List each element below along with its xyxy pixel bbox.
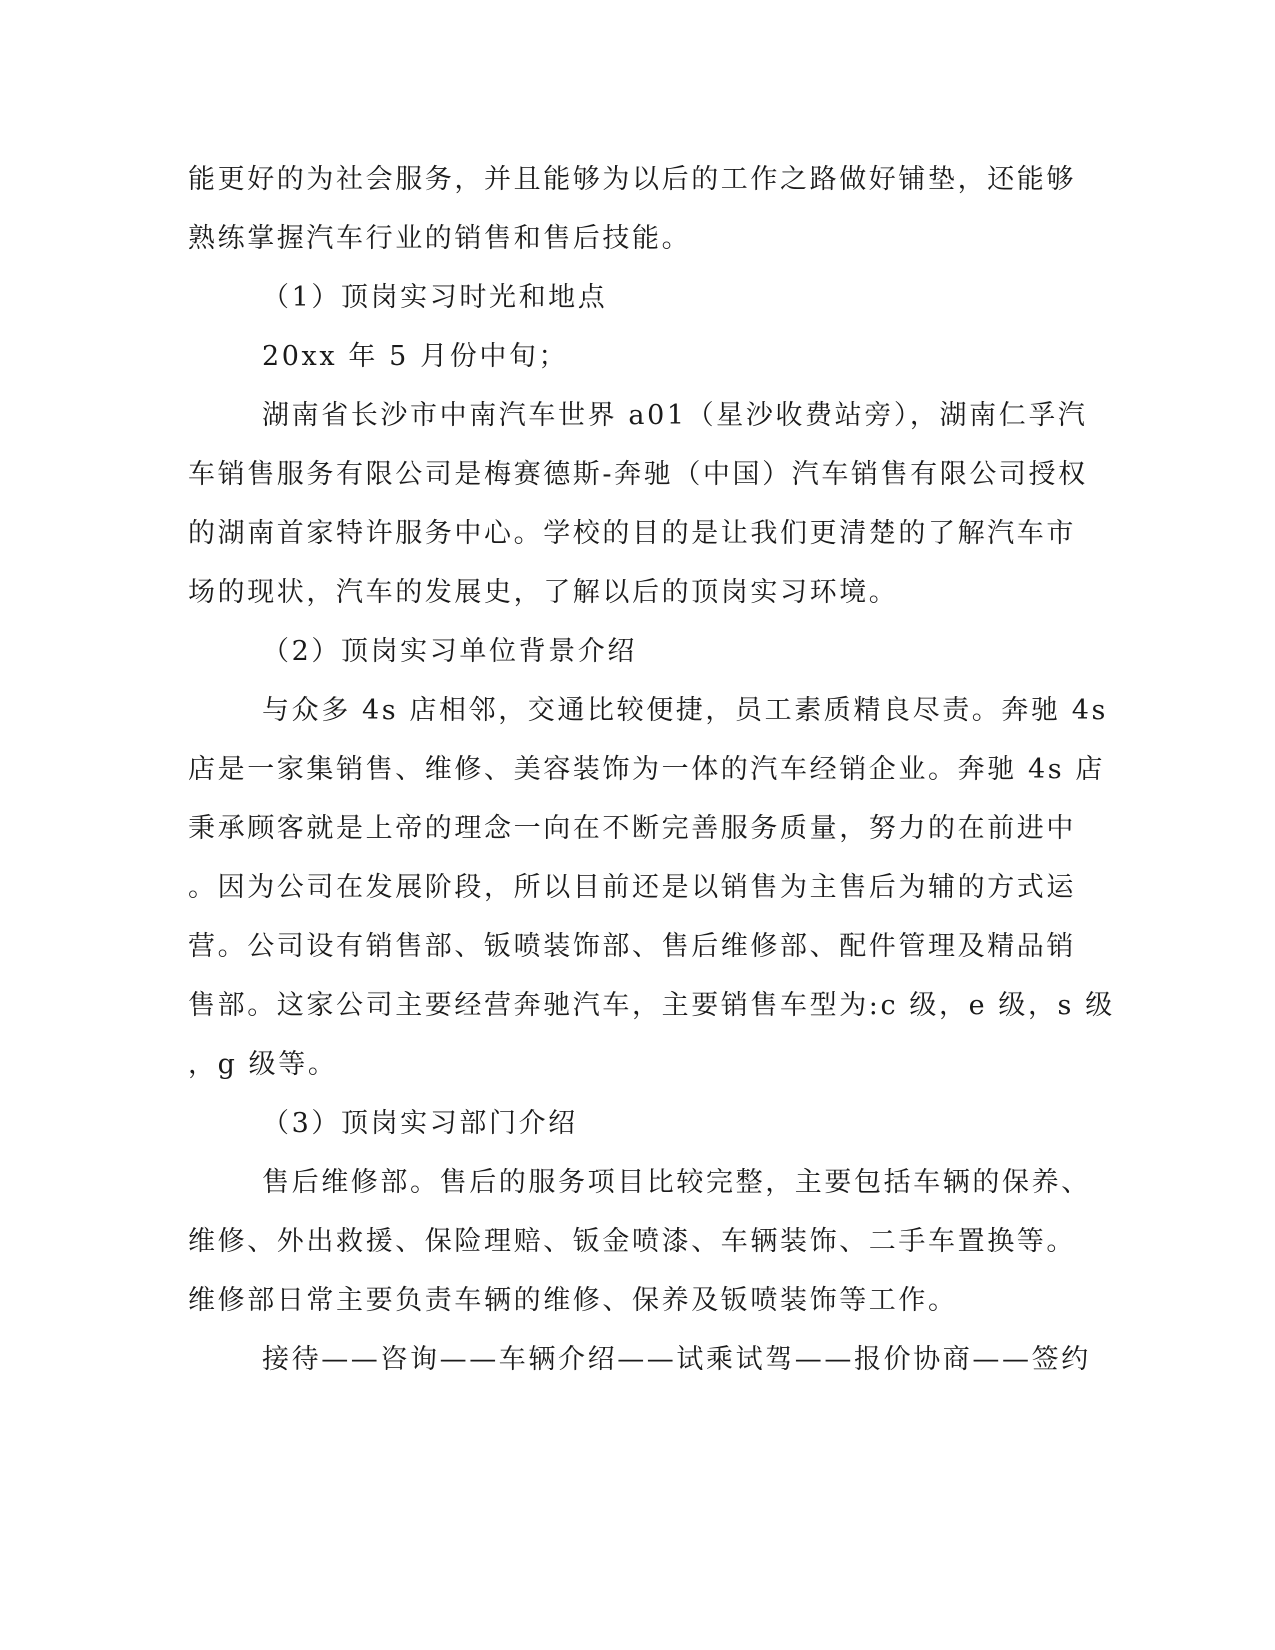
section-heading-3: （3）顶岗实习部门介绍 — [262, 1108, 578, 1139]
paragraph-line: 。因为公司在发展阶段，所以目前还是以销售为主售后为辅的方式运 — [188, 872, 1076, 903]
paragraph-line: 店是一家集销售、维修、美容装饰为一体的汽车经销企业。奔驰 4s 店 — [188, 754, 1105, 785]
paragraph-line: 20xx 年 5 月份中旬； — [262, 341, 569, 372]
paragraph-line: 能更好的为社会服务，并且能够为以后的工作之路做好铺垫，还能够 — [188, 164, 1076, 195]
section-heading-2: （2）顶岗实习单位背景介绍 — [262, 636, 637, 667]
paragraph-line: ，g 级等。 — [188, 1049, 338, 1080]
paragraph-line: 售部。这家公司主要经营奔驰汽车，主要销售车型为:c 级，e 级，s 级 — [188, 990, 1115, 1021]
paragraph-line: 维修、外出救援、保险理赔、钣金喷漆、车辆装饰、二手车置换等。 — [188, 1226, 1076, 1257]
paragraph-line: 营。公司设有销售部、钣喷装饰部、售后维修部、配件管理及精品销 — [188, 931, 1076, 962]
paragraph-line: 的湖南首家特许服务中心。学校的目的是让我们更清楚的了解汽车市 — [188, 518, 1076, 549]
paragraph-line: 与众多 4s 店相邻，交通比较便捷，员工素质精良尽责。奔驰 4s — [262, 695, 1109, 726]
paragraph-line: 熟练掌握汽车行业的销售和售后技能。 — [188, 223, 692, 254]
paragraph-line: 维修部日常主要负责车辆的维修、保养及钣喷装饰等工作。 — [188, 1285, 958, 1316]
paragraph-line: 售后维修部。售后的服务项目比较完整，主要包括车辆的保养、 — [262, 1167, 1091, 1198]
process-flow-line: 接待——咨询——车辆介绍——试乘试驾——报价协商——签约 — [262, 1344, 1091, 1375]
section-heading-1: （1）顶岗实习时光和地点 — [262, 282, 608, 313]
paragraph-line: 秉承顾客就是上帝的理念一向在不断完善服务质量，努力的在前进中 — [188, 813, 1076, 844]
paragraph-line: 车销售服务有限公司是梅赛德斯-奔驰（中国）汽车销售有限公司授权 — [188, 459, 1088, 490]
paragraph-line: 湖南省长沙市中南汽车世界 a01（星沙收费站旁），湖南仁孚汽 — [262, 400, 1088, 431]
paragraph-line: 场的现状，汽车的发展史，了解以后的顶岗实习环境。 — [188, 577, 899, 608]
